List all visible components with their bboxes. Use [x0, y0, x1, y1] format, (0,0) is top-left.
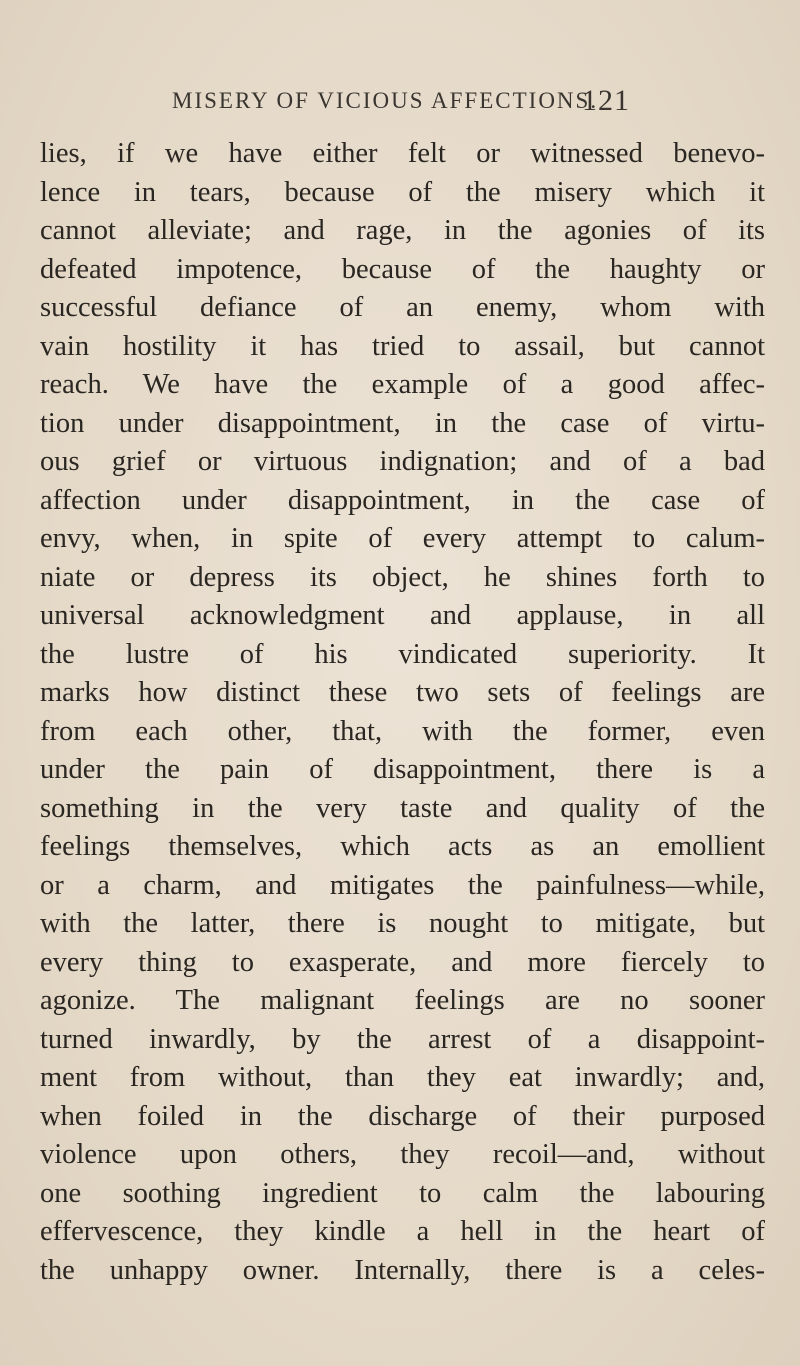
- text-line: something in the very taste and quality of the: [40, 792, 765, 824]
- text-line: successful defiance of an enemy, whom with: [40, 292, 765, 323]
- text-line: or a charm, and mitigates the painfulness—while,: [40, 869, 765, 901]
- text-line: reach. We have the example of a good affec-: [40, 369, 765, 400]
- text-line: violence upon others, they recoil—and, without: [40, 1139, 765, 1170]
- running-head: [172, 84, 630, 124]
- text-line: turned inwardly, by the arrest of a disappoint-: [40, 1023, 765, 1055]
- text-line: effervescence, they kindle a hell in the heart of: [40, 1216, 765, 1247]
- text-line: tion under disappointment, in the case of virtu-: [40, 407, 765, 439]
- page-number: 121: [582, 84, 630, 117]
- text-line: defeated impotence, because of the haughty or: [40, 253, 765, 285]
- text-line: every thing to exasperate, and more fiercely to: [40, 946, 765, 978]
- text-line: with the latter, there is nought to mitigate, but: [40, 908, 765, 939]
- text-line: universal acknowledgment and applause, in all: [40, 600, 765, 631]
- text-line: when foiled in the discharge of their purposed: [40, 1100, 765, 1132]
- text-line: marks how distinct these two sets of feelings are: [40, 677, 765, 708]
- text-line: feelings themselves, which acts as an emollient: [40, 831, 765, 862]
- text-line: vain hostility it has tried to assail, but cannot: [40, 330, 765, 362]
- text-line: ous grief or virtuous indignation; and of a bad: [40, 446, 765, 477]
- text-line: the lustre of his vindicated superiority. It: [40, 638, 765, 670]
- text-line: affection under disappointment, in the case of: [40, 484, 765, 516]
- body-text: [40, 135, 765, 1290]
- text-line: agonize. The malignant feelings are no sooner: [40, 985, 765, 1016]
- text-line: one soothing ingredient to calm the labouring: [40, 1177, 765, 1209]
- text-line: niate or depress its object, he shines forth to: [40, 561, 765, 593]
- text-line: envy, when, in spite of every attempt to calum-: [40, 523, 765, 554]
- text-line: lies, if we have either felt or witnessed benevo-: [40, 138, 765, 169]
- text-line: under the pain of disappointment, there is a: [40, 754, 765, 785]
- text-line: cannot alleviate; and rage, in the agonies of its: [40, 215, 765, 246]
- text-line: the unhappy owner. Internally, there is a celes-: [40, 1254, 765, 1286]
- text-line: ment from without, than they eat inwardly; and,: [40, 1062, 765, 1093]
- running-head-title: MISERY OF VICIOUS AFFECTIONS.: [172, 88, 599, 113]
- text-line: from each other, that, with the former, even: [40, 715, 765, 747]
- text-line: lence in tears, because of the misery which it: [40, 176, 765, 208]
